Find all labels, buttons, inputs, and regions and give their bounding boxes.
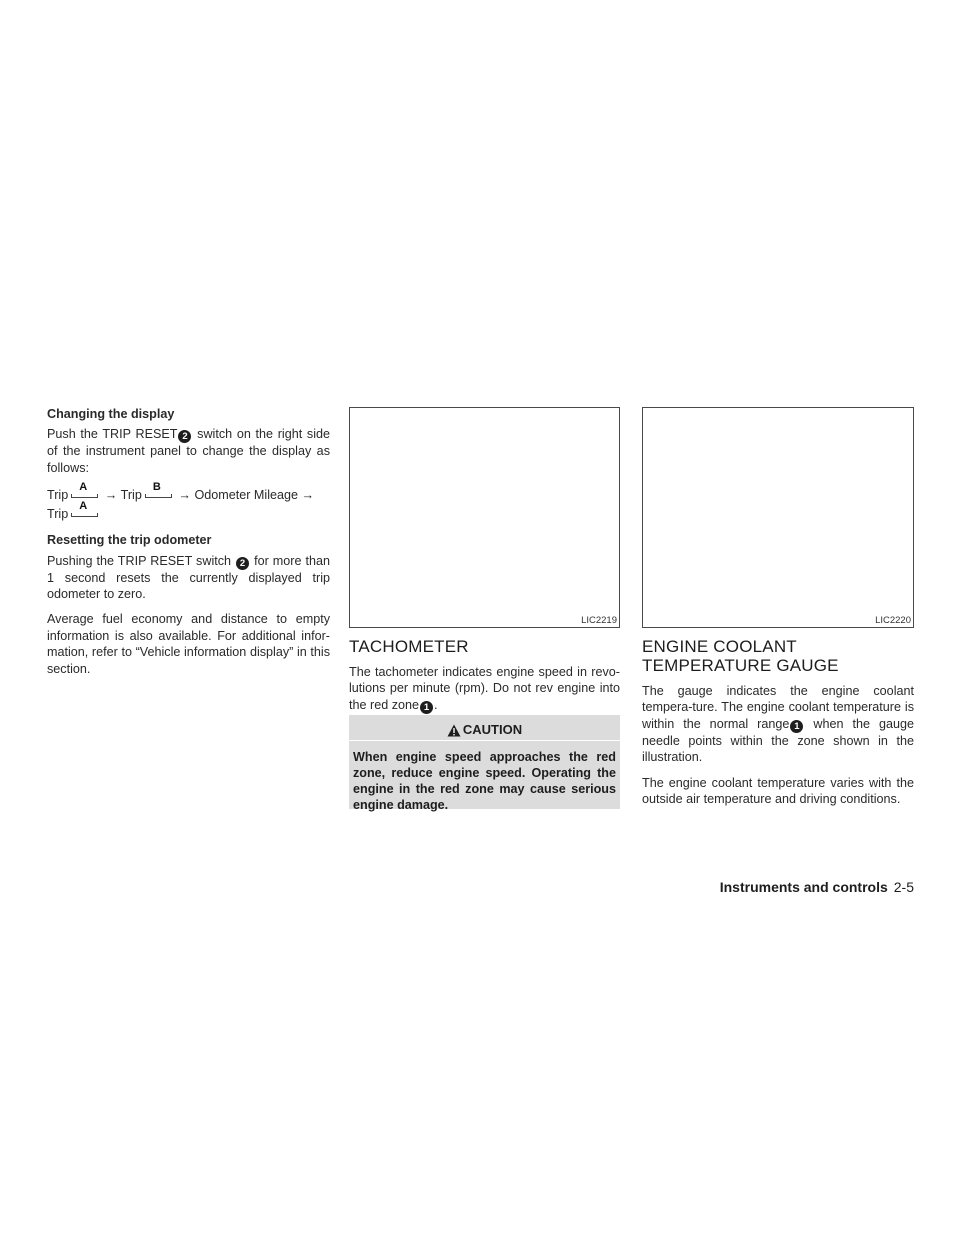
figure-code: LIC2219	[581, 615, 617, 626]
right-column	[642, 637, 914, 816]
figure-code: LIC2220	[875, 615, 911, 626]
coolant-heading: ENGINE COOLANT TEMPERATURE GAUGE	[642, 637, 839, 675]
trip-a-icon: A	[71, 485, 98, 498]
caution-text: When engine speed approaches the red zone, reduce engine speed. Operating the engine in the red zone may cause serious engine damage.	[353, 750, 616, 812]
left-column	[47, 406, 330, 686]
coolant-paragraph-2: The engine coolant temperature varies with the outside air temperature and driving conditions.	[642, 775, 914, 807]
coolant-paragraph-1: The gauge indicates the engine coolant tempera-ture. The engine coolant temperature is within the normal range 1 when the gauge needle points within the zone shown in the illustration.	[642, 684, 914, 765]
trip-b-icon: B	[145, 485, 172, 498]
middle-column	[349, 637, 620, 723]
average-fuel-paragraph: Average fuel economy and distance to empty information is also available. For additional infor-mation, refer to “Vehicle information display” in this section.	[47, 612, 330, 676]
caution-box	[349, 715, 620, 812]
callout-1-icon: 1	[790, 720, 803, 733]
changing-display-paragraph: Push the TRIP RESET 2 switch on the right side of the instrument panel to change the display as follows:	[47, 427, 330, 475]
callout-1-icon: 1	[420, 701, 433, 714]
trip-a-icon: A	[71, 504, 98, 517]
caution-header: CAUTION	[349, 715, 620, 741]
section-title: Instruments and controls	[719, 879, 888, 895]
coolant-gauge-illustration	[642, 407, 914, 628]
warning-triangle-icon	[447, 724, 461, 737]
callout-2-icon: 2	[178, 430, 191, 443]
resetting-paragraph: Pushing the TRIP RESET switch 2 for more than 1 second resets the currently displayed trip odometer to zero.	[47, 553, 330, 602]
page-footer	[720, 879, 914, 895]
tachometer-illustration	[349, 407, 620, 628]
tachometer-heading: TACHOMETER	[349, 637, 469, 656]
resetting-trip-heading: Resetting the trip odometer	[47, 533, 212, 548]
display-sequence: Trip A → Trip B → Odometer Mileage → Trip A	[47, 481, 315, 522]
tachometer-paragraph: The tachometer indicates engine speed in revo-lutions per minute (rpm). Do not rev engine into the red zone 1 .	[349, 665, 620, 713]
page-number: 2-5	[893, 879, 914, 895]
callout-2-icon: 2	[236, 557, 249, 570]
changing-display-heading: Changing the display	[47, 407, 175, 421]
